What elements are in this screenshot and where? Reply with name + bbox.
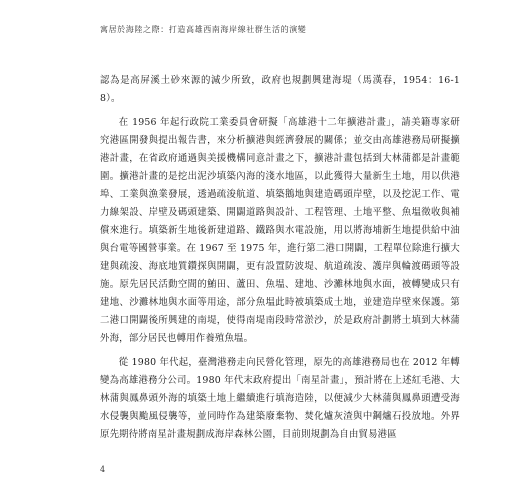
paragraph-1980s-privatization: 從 1980 年代起，臺灣港務走向民營化管理，原先的高雄港務局也在 2012 年轉變為高雄港務分公司。1980 年代末政府提出「南星計畫」，預計將在上述紅毛港、大林蒲與鳳鼻頭外海的填築土地上繼續進行填海造陸，以便減少大林蒲與鳳鼻頭遭受海水侵襲與颱風侵襲等，並同時作為建築廢棄物、焚化爐灰渣與中鋼爐石投放地。外界原先期待將南星計畫規劃成海岸森林公園，目前則規劃為自由貿易港區	[100, 357, 460, 440]
paragraph-continuation: 認為是高屏溪土砂來源的減少所致，政府也規劃興建海堤（馬漢春，1954：16-18）。	[100, 75, 460, 104]
running-header: 寓居於海陸之際：打造高雄西南海岸線社群生活的演變	[100, 25, 307, 34]
page-number: 4	[100, 465, 106, 474]
body-text	[100, 72, 460, 450]
paragraph-1956-port-plan: 在 1956 年起行政院工業委員會研擬「高雄港十二年擴港計畫」，請美籍專家研究港區開發與提出報告書，來分析擴港與經濟發展的關係；並交由高雄港務局研擬擴港計畫，在省政府通過與美援機構同意計畫之下，擴港計畫包括到大林蒲都是計畫範圍。擴港計畫的是挖出泥沙填築內海的淺水地區，以此獲得大量新生土地，用以供港埠、工業與漁業發展，透過疏浚航道、填築鵝地與建造碼頭岸壁，以及挖泥工作、電力線架設、岸壁及碼頭建築、開闢道路與設計、工程管理、土地平整、魚塭徵收與補償來進行。填築新生地後新建道路、鐵路與水電設施，用以將海埔新生地提供給中油與台電等國營事業。在 1967 至 1975 年，進行第二港口開闢，工程單位除進行擴大建與疏浚、海底地質鑽探與開闢，更有設置防波堤、航道疏浚、護岸與輪渡碼頭等設施。原先居民活動空間的鮪田、蘆田、魚塭、建地、沙灘林地與水面，被轉變成只有建地、沙灘林地與水面等用途，部分魚塭此時被填築成土地，並建造岸壁來保護。第二港口開闢後所興建的南堤，使得南堤南段時常淤沙，於是政府計劃將土填到大林蒲外海，部分居民也轉用作養殖魚塭。	[100, 117, 460, 344]
